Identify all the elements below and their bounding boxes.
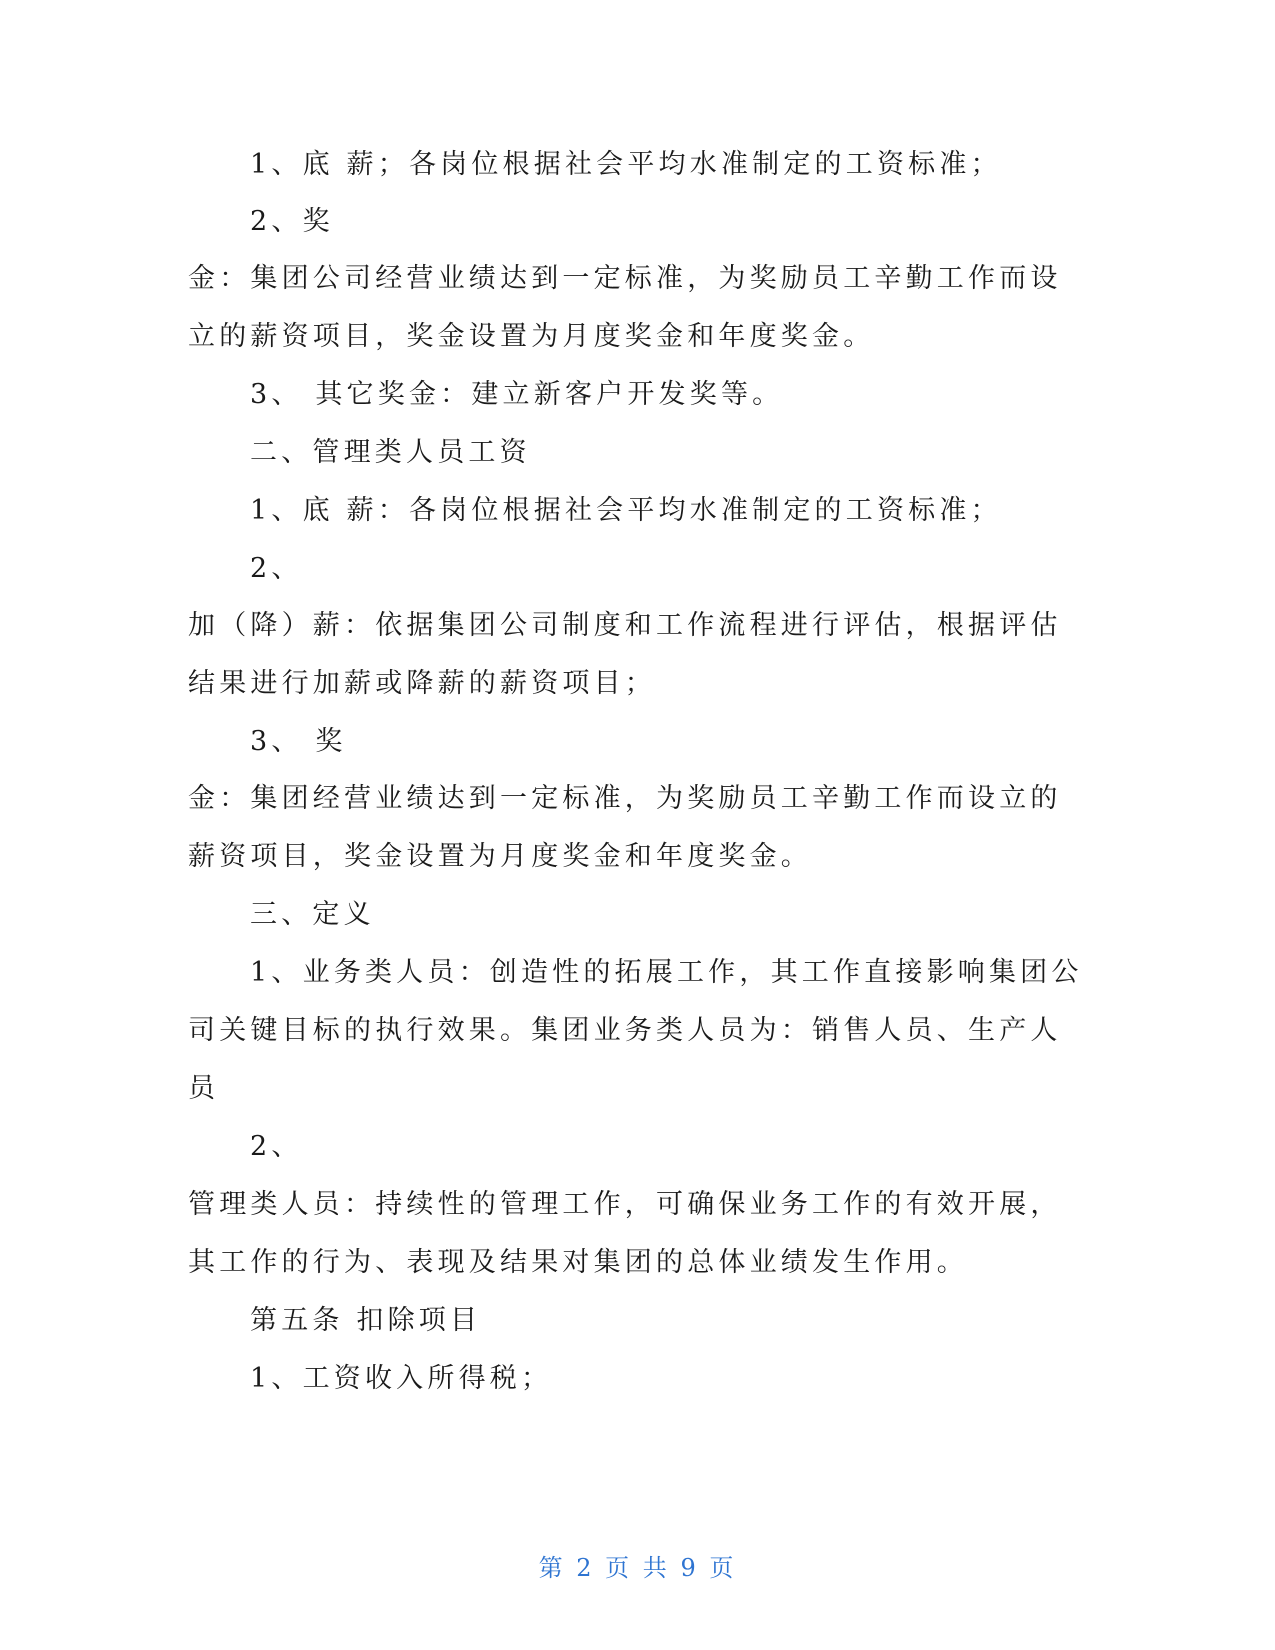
section-heading: 二、管理类人员工资: [250, 437, 531, 468]
text-line: 1、底 薪：各岗位根据社会平均水准制定的工资标准；: [250, 495, 1002, 526]
text-line: 其工作的行为、表现及结果对集团的总体业绩发生作用。: [188, 1247, 968, 1278]
text-line: 员: [188, 1073, 220, 1104]
text-line: 加（降）薪：依据集团公司制度和工作流程进行评估，根据评估: [188, 610, 1062, 641]
text-line: 薪资项目，奖金设置为月度奖金和年度奖金。: [188, 841, 812, 872]
text-line: 司关键目标的执行效果。集团业务类人员为：销售人员、生产人: [188, 1015, 1062, 1046]
text-line: 金：集团经营业绩达到一定标准，为奖励员工辛勤工作而设立的: [188, 783, 1062, 814]
text-line: 2、: [250, 553, 303, 584]
text-line: 2、: [250, 1131, 303, 1162]
text-line: 3、 奖: [250, 726, 347, 757]
text-line: 1、底 薪；各岗位根据社会平均水准制定的工资标准；: [250, 149, 1002, 180]
text-line: 管理类人员：持续性的管理工作，可确保业务工作的有效开展，: [188, 1189, 1062, 1220]
text-line: 1、工资收入所得税；: [250, 1363, 553, 1394]
text-line: 结果进行加薪或降薪的薪资项目；: [188, 668, 656, 699]
text-line: 3、 其它奖金：建立新客户开发奖等。: [250, 379, 784, 410]
page-number-footer: 第 2 页 共 9 页: [538, 1554, 737, 1582]
text-line: 1、业务类人员：创造性的拓展工作，其工作直接影响集团公: [250, 957, 1083, 988]
section-heading: 三、定义: [250, 899, 375, 930]
text-line: 2、奖: [250, 206, 334, 237]
text-line: 立的薪资项目，奖金设置为月度奖金和年度奖金。: [188, 321, 875, 352]
section-heading: 第五条 扣除项目: [250, 1305, 482, 1336]
text-line: 金：集团公司经营业绩达到一定标准，为奖励员工辛勤工作而设: [188, 263, 1062, 294]
